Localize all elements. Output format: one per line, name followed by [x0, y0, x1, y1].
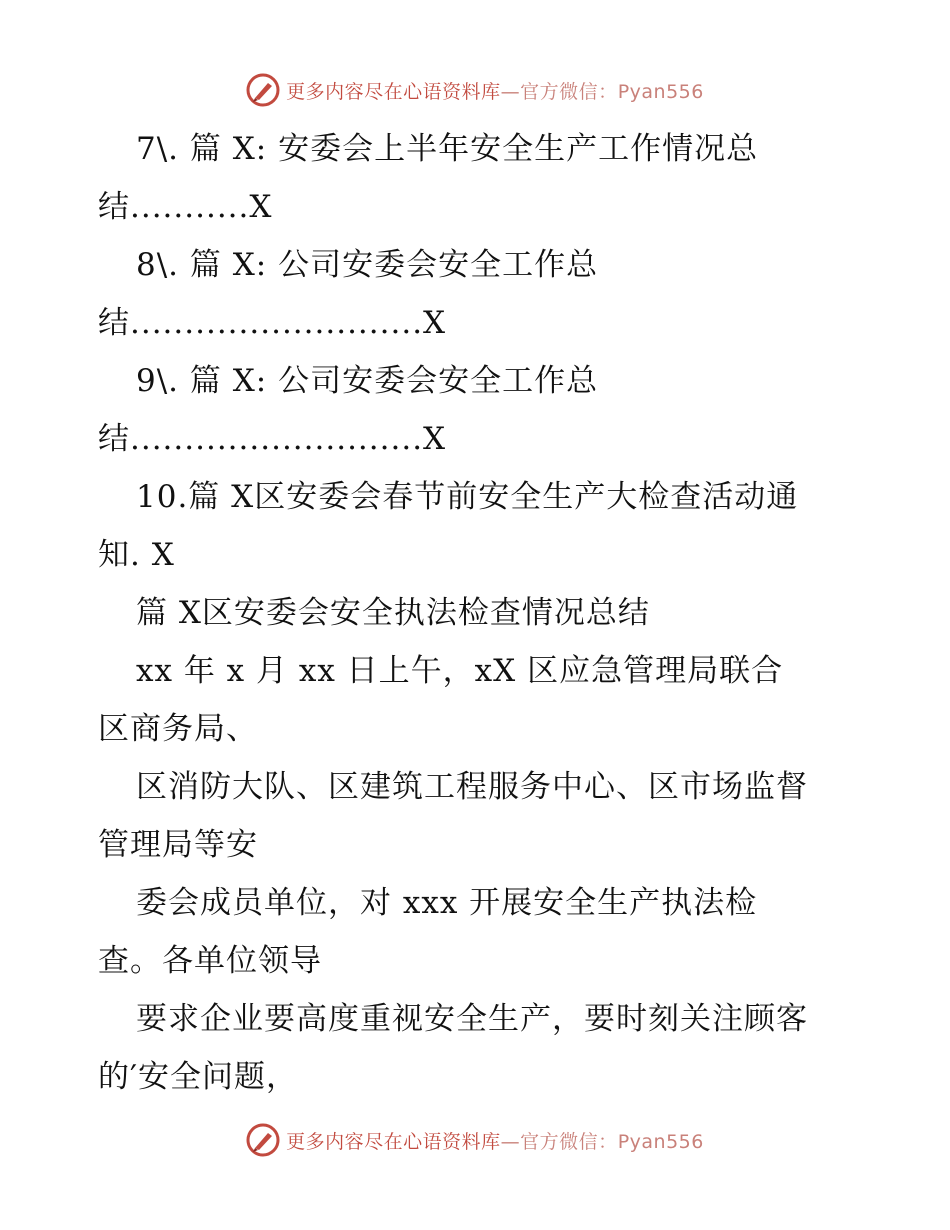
pen-logo-icon: [246, 73, 280, 107]
paragraph-line: 区消防大队、区建筑工程服务中心、区市场监督: [136, 769, 808, 805]
toc-line-10-cont: 知. X: [98, 537, 175, 573]
toc-line-9: 9\. 篇 X: 公司安委会安全工作总: [136, 363, 599, 399]
header-wechat-label: 官方微信：: [520, 80, 618, 103]
toc-line-7: 7\. 篇 X: 安委会上半年安全生产工作情况总: [136, 131, 759, 167]
header-watermark-text: [286, 77, 704, 104]
toc-line-10: 10.篇 X区安委会春节前安全生产大检查活动通: [136, 479, 799, 515]
toc-line-8: 8\. 篇 X: 公司安委会安全工作总: [136, 247, 599, 283]
header-brand-text: 更多内容尽在心语资料库: [286, 80, 501, 103]
paragraph-line: 要求企业要高度重视安全生产，要时刻关注顾客: [136, 1001, 808, 1037]
toc-line-9-leader: 结...........................X: [98, 421, 447, 457]
paragraph-line: 委会成员单位，对 xxx 开展安全生产执法检: [136, 885, 758, 921]
toc-line-8-leader: 结...........................X: [98, 305, 447, 341]
paragraph-line: 区商务局、: [98, 711, 258, 747]
paragraph-line: xx 年 x 月 xx 日上午，xX 区应急管理局联合: [136, 653, 784, 689]
toc-line-7-leader: 结...........X: [98, 189, 273, 225]
article-title: 篇 X区安委会安全执法检查情况总结: [136, 595, 650, 631]
paragraph-line: 查。各单位领导: [98, 943, 322, 979]
header-wechat-id: Pyan556: [617, 80, 704, 103]
footer-watermark: [0, 1120, 950, 1160]
header-watermark: [0, 70, 950, 110]
paragraph-line: 的′安全问题，: [98, 1059, 299, 1095]
footer-dash: —: [500, 1130, 521, 1153]
pen-logo-icon: [246, 1123, 280, 1157]
footer-watermark-text: [286, 1127, 704, 1154]
document-body: [98, 120, 888, 1106]
paragraph-line: 管理局等安: [98, 827, 258, 863]
footer-wechat-id: Pyan556: [617, 1130, 704, 1153]
header-dash: —: [500, 80, 521, 103]
footer-brand-text: 更多内容尽在心语资料库: [286, 1130, 501, 1153]
footer-wechat-label: 官方微信：: [520, 1130, 618, 1153]
